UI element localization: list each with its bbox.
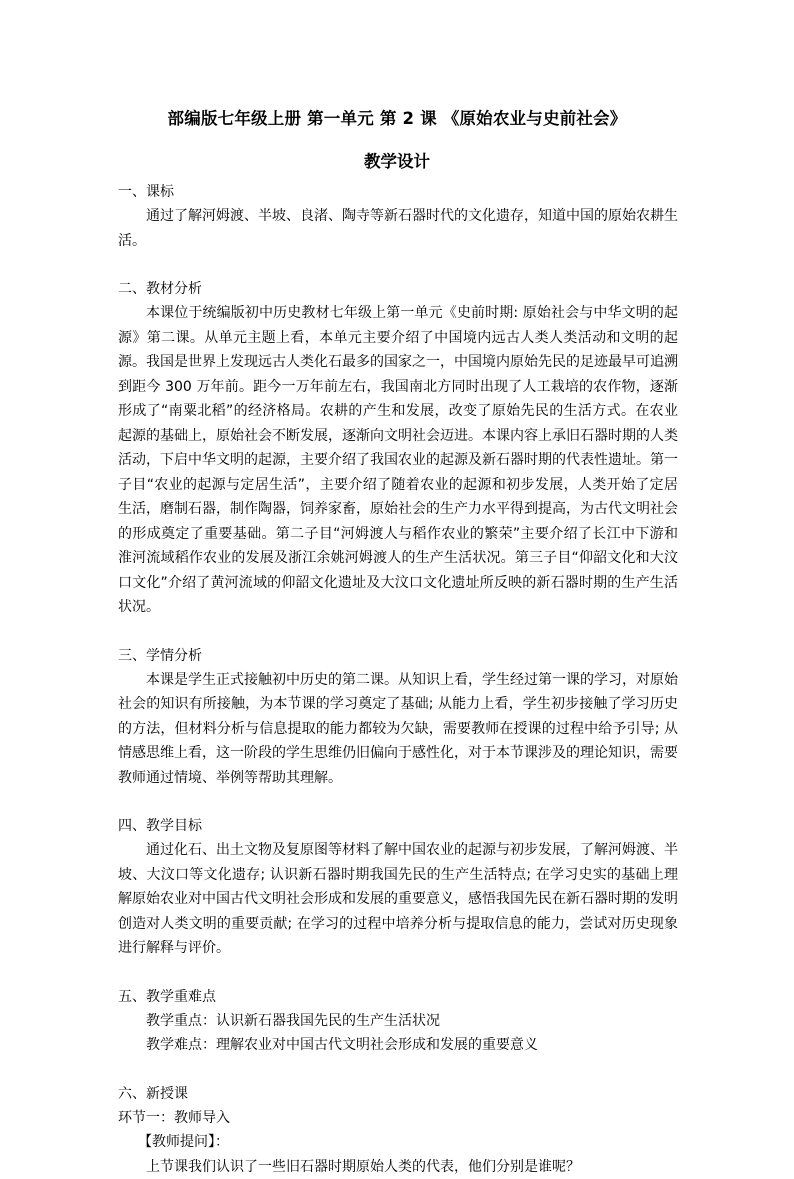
teacher-question-label: 【教师提问】： xyxy=(118,1130,678,1155)
section-paragraph-textbook-analysis: 本课位于统编版初中历史教材七年级上第一单元《史前时期: 原始社会与中华文明的起源》第二课。从单元主题上看，本单元主要介绍了中国境内远古人类人类活动和文明的起源。我国是世界上发现远古人类化石最多的国家之一，中国境内原始先民的足迹最早可追溯到距今 300 万年前。距今一万年前左右，我国南北方同时出现了人工栽培的农作物，逐渐形成了“南粟北稻”的经济格局。农耕的产生和发展，改变了原始先民的生活方式。在农业起源的基础上，原始社会不断发展，逐渐向文明社会迈进。本课内容上承旧石器时期的人类活动，下启中华文明的起源，主要介绍了我国农业的起源及新石器时期的代表性遗址。第一子目“农业的起源与定居生活”，主要介绍了随着农业的起源和初步发展，人类开始了定居生活，磨制石器，制作陶器，饲养家畜，原始社会的生产力水平得到提高，为古代文明社会的形成奠定了重要基础。第二子目“河姆渡人与稻作农业的繁荣”主要介绍了长江中下游和淮河流域稻作农业的发展及浙江余姚河姆渡人的生产生活状况。第三子目“仰韶文化和大汶口文化”介绍了黄河流域的仰韶文化遗址及大汶口文化遗址所反映的新石器时期的生产生活状况。 xyxy=(118,301,678,620)
section-paragraph-curriculum: 通过了解河姆渡、半坡、良渚、陶寺等新石器时代的文化遗存，知道中国的原始农耕生活。 xyxy=(118,204,678,253)
section-heading-new-lesson: 六、新授课 xyxy=(118,1082,678,1106)
lesson-step-label: 环节一：教师导入 xyxy=(118,1106,678,1131)
section-heading-textbook-analysis: 二、教材分析 xyxy=(118,277,678,301)
section-heading-curriculum: 一、课标 xyxy=(118,180,678,204)
document-body xyxy=(118,180,678,1179)
document-subtitle: 教学设计 xyxy=(0,148,794,172)
section-heading-objectives: 四、教学目标 xyxy=(118,814,678,838)
teacher-question-text: 上节课我们认识了一些旧石器时期原始人类的代表，他们分别是谁呢？ xyxy=(118,1155,678,1179)
section-paragraph-objectives: 通过化石、出土文物及复原图等材料了解中国农业的起源与初步发展，了解河姆渡、半坡、大汶口等文化遗存; 认识新石器时期我国先民的生产生活特点; 在学习史实的基础上理解原始农业对中国古代文明社会形成和发展的重要意义，感悟我国先民在新石器时期的发明创造对人类文明的重要贡献; 在学习的过程中培养分析与提取信息的能力，尝试对历史现象进行解释与评价。 xyxy=(118,838,678,961)
section-heading-key-points: 五、教学重难点 xyxy=(118,985,678,1009)
key-point-line: 教学重点：认识新石器我国先民的生产生活状况 xyxy=(118,1009,678,1034)
document-title: 部编版七年级上册 第一单元 第 2 课 《原始农业与史前社会》 xyxy=(0,105,794,129)
difficult-point-line: 教学难点：理解农业对中国古代文明社会形成和发展的重要意义 xyxy=(118,1033,678,1058)
section-heading-student-analysis: 三、学情分析 xyxy=(118,644,678,668)
section-paragraph-student-analysis: 本课是学生正式接触初中历史的第二课。从知识上看，学生经过第一课的学习，对原始社会的知识有所接触，为本节课的学习奠定了基础; 从能力上看，学生初步接触了学习历史的方法，但材料分析与信息提取的能力都较为欠缺，需要教师在授课的过程中给予引导; 从情感思维上看，这一阶段的学生思维仍旧偏向于感性化，对于本节课涉及的理论知识，需要教师通过情境、举例等帮助其理解。 xyxy=(118,668,678,791)
